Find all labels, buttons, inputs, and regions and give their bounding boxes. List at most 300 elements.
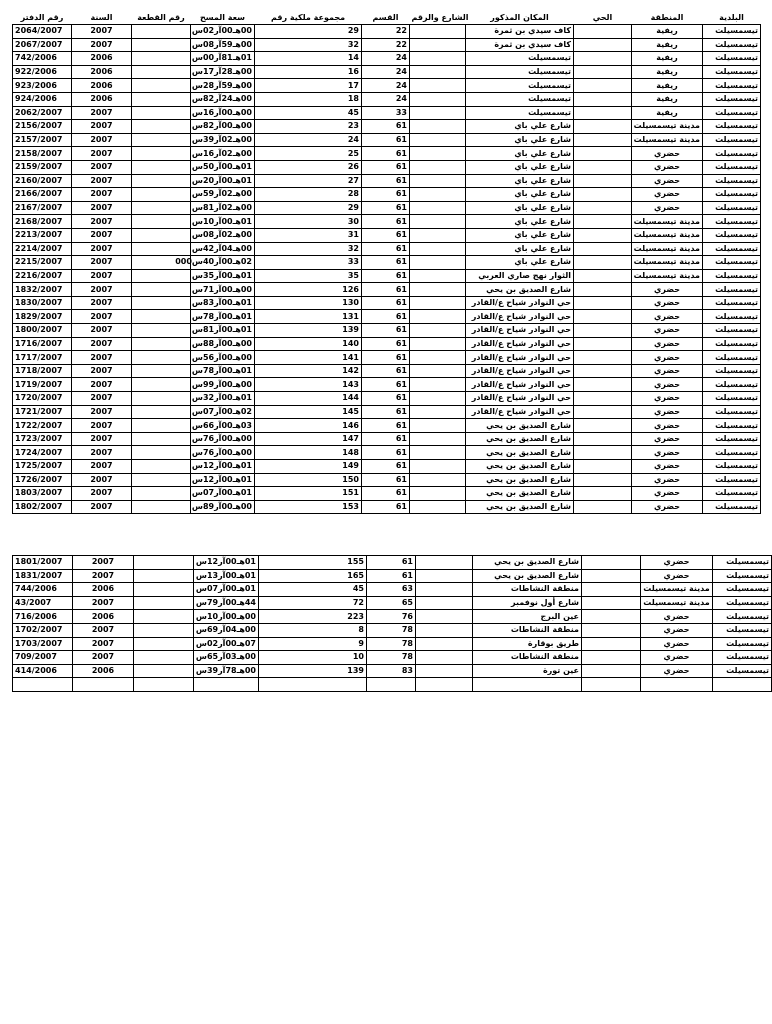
zone-cell: مدينة تيسمسيلت — [632, 215, 703, 229]
zone-cell: حضري — [632, 460, 703, 474]
zone-cell: حضري — [632, 324, 703, 338]
notebook-number-cell: 1829/2007 — [13, 310, 72, 324]
neighborhood-cell — [574, 228, 632, 242]
table-row — [13, 106, 761, 120]
section-cell: 65 — [367, 596, 416, 610]
property-register-table-continued — [12, 555, 772, 692]
plot-number-cell — [134, 623, 194, 637]
place-cell: شارع علي باي — [466, 174, 574, 188]
section-cell: 61 — [362, 296, 410, 310]
year-cell: 2007 — [73, 651, 134, 665]
table-row — [13, 392, 761, 406]
survey-area-cell — [194, 678, 259, 692]
municipality-cell: تيسمسيلت — [713, 583, 772, 597]
survey-area-cell: 00هـ03آر65س — [194, 651, 259, 665]
place-cell: شارع الصديق بن يحي — [466, 432, 574, 446]
header-section: القسم — [372, 13, 399, 22]
zone-cell: مدينة تيسمسيلت — [632, 269, 703, 283]
plot-number-cell — [134, 610, 194, 624]
street-number-cell — [410, 65, 466, 79]
place-cell: تيسمسيلت — [466, 79, 574, 93]
neighborhood-cell — [574, 79, 632, 93]
plot-number-cell — [132, 337, 191, 351]
year-cell: 2007 — [73, 637, 134, 651]
section-cell: 61 — [362, 201, 410, 215]
section-cell: 61 — [362, 283, 410, 297]
section-cell: 61 — [362, 228, 410, 242]
table-row — [13, 188, 761, 202]
place-cell: تيسمسيلت — [466, 65, 574, 79]
survey-area-cell: 00هـ00آر89س — [191, 500, 255, 514]
municipality-cell: تيسمسيلت — [713, 569, 772, 583]
notebook-number-cell: 2158/2007 — [13, 147, 72, 161]
table-row — [13, 133, 761, 147]
street-number-cell — [416, 678, 473, 692]
zone-cell: حضري — [632, 487, 703, 501]
notebook-number-cell: 1802/2007 — [13, 500, 72, 514]
year-cell: 2007 — [72, 351, 132, 365]
neighborhood-cell — [574, 120, 632, 134]
neighborhood-cell — [574, 65, 632, 79]
municipality-cell: تيسمسيلت — [703, 269, 761, 283]
table-row — [13, 651, 772, 665]
municipality-cell: تيسمسيلت — [703, 324, 761, 338]
notebook-number-cell: 2157/2007 — [13, 133, 72, 147]
ownership-group-cell: 35 — [255, 269, 362, 283]
year-cell: 2007 — [72, 228, 132, 242]
zone-cell: حضري — [641, 610, 713, 624]
ownership-group-cell: 31 — [255, 228, 362, 242]
year-cell: 2007 — [72, 283, 132, 297]
zone-cell: حضري — [632, 378, 703, 392]
zone-cell: مدينة تيسمسيلت — [641, 596, 713, 610]
place-cell: الثوار نهج صاري العربي — [466, 269, 574, 283]
neighborhood-cell — [574, 242, 632, 256]
street-number-cell — [410, 215, 466, 229]
ownership-group-cell: 29 — [255, 201, 362, 215]
municipality-cell: تيسمسيلت — [703, 228, 761, 242]
street-number-cell — [410, 147, 466, 161]
neighborhood-cell — [574, 364, 632, 378]
section-cell: 61 — [362, 269, 410, 283]
ownership-group-cell: 131 — [255, 310, 362, 324]
ownership-group-cell: 32 — [255, 242, 362, 256]
ownership-group-cell: 147 — [255, 432, 362, 446]
plot-number-cell — [132, 52, 191, 66]
table-row — [13, 446, 761, 460]
municipality-cell: تيسمسيلت — [703, 473, 761, 487]
ownership-group-cell: 26 — [255, 160, 362, 174]
place-cell — [473, 678, 582, 692]
section-cell: 22 — [362, 25, 410, 39]
property-register-table — [12, 12, 761, 514]
place-cell: طريق بوقارة — [473, 637, 582, 651]
table-row — [13, 337, 761, 351]
neighborhood-cell — [574, 38, 632, 52]
notebook-number-cell: 2166/2007 — [13, 188, 72, 202]
street-number-cell — [416, 569, 473, 583]
table-row — [13, 556, 772, 570]
survey-area-cell: 00هـ00آر99س — [191, 378, 255, 392]
ownership-group-cell: 148 — [255, 446, 362, 460]
street-number-cell — [410, 283, 466, 297]
ownership-group-cell: 8 — [259, 623, 367, 637]
section-cell: 76 — [367, 610, 416, 624]
plot-number-cell — [132, 392, 191, 406]
header-plot-number: رقم القطعة — [137, 13, 185, 22]
survey-area-cell: 00هـ00آر88س — [191, 337, 255, 351]
municipality-cell: تيسمسيلت — [703, 283, 761, 297]
survey-area-cell: 00هـ24آر82س — [191, 92, 255, 106]
neighborhood-cell — [574, 160, 632, 174]
plot-number-cell — [132, 446, 191, 460]
plot-number-cell — [132, 269, 191, 283]
place-cell: شارع علي باي — [466, 201, 574, 215]
plot-number-cell — [134, 556, 194, 570]
plot-number-cell — [132, 228, 191, 242]
section-cell: 61 — [362, 487, 410, 501]
survey-area-cell: 00هـ28آر17س — [191, 65, 255, 79]
plot-number-cell — [132, 120, 191, 134]
year-cell: 2006 — [73, 583, 134, 597]
header-municipality: البلدية — [719, 13, 744, 22]
place-cell: حي النوادر شياح ع/القادر — [466, 378, 574, 392]
year-cell: 2007 — [72, 432, 132, 446]
table-row — [13, 378, 761, 392]
municipality-cell: تيسمسيلت — [703, 310, 761, 324]
zone-cell: حضري — [632, 283, 703, 297]
zone-cell: حضري — [632, 174, 703, 188]
section-cell: 61 — [362, 133, 410, 147]
street-number-cell — [416, 556, 473, 570]
place-cell: شارع علي باي — [466, 160, 574, 174]
zone-cell: حضري — [641, 569, 713, 583]
table-row — [13, 432, 761, 446]
table-row — [13, 147, 761, 161]
year-cell: 2007 — [72, 460, 132, 474]
table-row — [13, 473, 761, 487]
table-row — [13, 25, 761, 39]
section-cell: 61 — [362, 174, 410, 188]
section-cell: 78 — [367, 623, 416, 637]
ownership-group-cell: 143 — [255, 378, 362, 392]
zone-cell: حضري — [632, 446, 703, 460]
survey-area-cell: 00هـ78آر39س — [194, 664, 259, 678]
zone-cell: حضري — [632, 310, 703, 324]
zone-cell: ريفية — [632, 65, 703, 79]
notebook-number-cell: 1718/2007 — [13, 364, 72, 378]
ownership-group-cell — [259, 678, 367, 692]
survey-area-cell: 00هـ02آر81س — [191, 201, 255, 215]
table-row — [13, 242, 761, 256]
year-cell: 2007 — [72, 364, 132, 378]
section-cell: 83 — [367, 664, 416, 678]
street-number-cell — [410, 133, 466, 147]
zone-cell: مدينة تيسمسيلت — [632, 133, 703, 147]
municipality-cell: تيسمسيلت — [703, 446, 761, 460]
table-row — [13, 228, 761, 242]
notebook-number-cell: 2168/2007 — [13, 215, 72, 229]
neighborhood-cell — [574, 174, 632, 188]
year-cell: 2007 — [72, 446, 132, 460]
year-cell: 2007 — [72, 215, 132, 229]
street-number-cell — [416, 623, 473, 637]
zone-cell: حضري — [632, 405, 703, 419]
plot-number-cell — [132, 473, 191, 487]
header-row — [13, 12, 761, 25]
neighborhood-cell — [574, 283, 632, 297]
ownership-group-cell: 141 — [255, 351, 362, 365]
notebook-number-cell: 43/2007 — [13, 596, 73, 610]
zone-cell: ريفية — [632, 38, 703, 52]
survey-area-cell: 01هـ00آر12س — [191, 460, 255, 474]
notebook-number-cell: 2067/2007 — [13, 38, 72, 52]
plot-number-cell — [132, 160, 191, 174]
place-cell: شارع الصديق بن يحي — [466, 500, 574, 514]
neighborhood-cell — [574, 147, 632, 161]
street-number-cell — [410, 38, 466, 52]
street-number-cell — [410, 487, 466, 501]
plot-number-cell — [132, 201, 191, 215]
table-row — [13, 256, 761, 270]
street-number-cell — [410, 351, 466, 365]
ownership-group-cell: 14 — [255, 52, 362, 66]
street-number-cell — [410, 500, 466, 514]
header-year: السنة — [90, 13, 113, 22]
table-row — [13, 583, 772, 597]
place-cell: منطقة النشاطات — [473, 583, 582, 597]
survey-area-cell: 01هـ00آر07س — [194, 583, 259, 597]
table-row — [13, 500, 761, 514]
place-cell: شارع علي باي — [466, 133, 574, 147]
neighborhood-cell — [574, 378, 632, 392]
zone-cell: حضري — [632, 473, 703, 487]
municipality-cell: تيسمسيلت — [703, 296, 761, 310]
ownership-group-cell: 29 — [255, 25, 362, 39]
ownership-group-cell: 140 — [255, 337, 362, 351]
neighborhood-cell — [574, 473, 632, 487]
notebook-number-cell: 2214/2007 — [13, 242, 72, 256]
neighborhood-cell — [574, 392, 632, 406]
ownership-group-cell: 72 — [259, 596, 367, 610]
notebook-number-cell: 744/2006 — [13, 583, 73, 597]
ownership-group-cell: 28 — [255, 188, 362, 202]
zone-cell: حضري — [632, 201, 703, 215]
neighborhood-cell — [574, 215, 632, 229]
zone-cell: مدينة تيسمسيلت — [632, 256, 703, 270]
street-number-cell — [410, 473, 466, 487]
section-cell: 61 — [367, 556, 416, 570]
municipality-cell: تيسمسيلت — [703, 120, 761, 134]
municipality-cell: تيسمسيلت — [703, 79, 761, 93]
year-cell: 2007 — [72, 160, 132, 174]
neighborhood-cell — [574, 269, 632, 283]
place-cell: حي النوادر شياح ع/القادر — [466, 337, 574, 351]
plot-number-cell — [132, 432, 191, 446]
year-cell: 2007 — [72, 147, 132, 161]
neighborhood-cell — [582, 583, 641, 597]
ownership-group-cell: 17 — [255, 79, 362, 93]
plot-number-cell — [134, 651, 194, 665]
street-number-cell — [410, 419, 466, 433]
plot-number-cell — [132, 351, 191, 365]
year-cell: 2007 — [72, 378, 132, 392]
place-cell: شارع أول نوفمبر — [473, 596, 582, 610]
year-cell: 2007 — [72, 405, 132, 419]
plot-number-cell — [132, 310, 191, 324]
notebook-number-cell: 1722/2007 — [13, 419, 72, 433]
plot-number-cell — [132, 174, 191, 188]
neighborhood-cell — [574, 351, 632, 365]
place-cell: شارع الصديق بن يحي — [466, 446, 574, 460]
plot-number-cell — [134, 596, 194, 610]
plot-number-cell — [132, 364, 191, 378]
municipality-cell: تيسمسيلت — [703, 487, 761, 501]
plot-number-cell — [132, 419, 191, 433]
zone-cell: حضري — [641, 623, 713, 637]
ownership-group-cell: 33 — [255, 256, 362, 270]
street-number-cell — [410, 79, 466, 93]
notebook-number-cell: 2215/2007 — [13, 256, 72, 270]
table-row — [13, 215, 761, 229]
year-cell: 2007 — [72, 188, 132, 202]
neighborhood-cell — [574, 25, 632, 39]
street-number-cell — [416, 664, 473, 678]
year-cell: 2007 — [72, 296, 132, 310]
neighborhood-cell — [582, 610, 641, 624]
year-cell: 2007 — [73, 556, 134, 570]
survey-area-cell: 00هـ02آر59س — [191, 188, 255, 202]
section-cell: 61 — [362, 364, 410, 378]
survey-area-cell: 44هـ00آر79س — [194, 596, 259, 610]
table-row — [13, 419, 761, 433]
place-cell: حي النوادر شياح ع/القادر — [466, 392, 574, 406]
section-cell: 24 — [362, 79, 410, 93]
zone-cell: ريفية — [632, 92, 703, 106]
year-cell: 2007 — [72, 133, 132, 147]
year-cell: 2007 — [72, 487, 132, 501]
section-cell: 24 — [362, 92, 410, 106]
survey-area-cell: 00هـ00آر56س — [191, 351, 255, 365]
notebook-number-cell: 924/2006 — [13, 92, 72, 106]
place-cell: كاف سيدي بن ثمرة — [466, 25, 574, 39]
table-row — [13, 623, 772, 637]
section-cell: 63 — [367, 583, 416, 597]
street-number-cell — [410, 392, 466, 406]
plot-number-cell — [132, 378, 191, 392]
municipality-cell: تيسمسيلت — [703, 460, 761, 474]
municipality-cell: تيسمسيلت — [703, 378, 761, 392]
survey-area-cell: 00هـ00آر76س — [191, 432, 255, 446]
year-cell: 2007 — [73, 623, 134, 637]
neighborhood-cell — [582, 596, 641, 610]
notebook-number-cell — [13, 678, 73, 692]
neighborhood-cell — [574, 188, 632, 202]
section-cell: 61 — [362, 242, 410, 256]
table-row — [13, 201, 761, 215]
place-cell: شارع علي باي — [466, 256, 574, 270]
year-cell — [73, 678, 134, 692]
street-number-cell — [410, 25, 466, 39]
zone-cell: مدينة تيسمسيلت — [632, 120, 703, 134]
notebook-number-cell: 1801/2007 — [13, 556, 73, 570]
year-cell: 2007 — [73, 596, 134, 610]
place-cell: عين تورة — [473, 664, 582, 678]
survey-area-cell: 00هـ02آر08س — [191, 228, 255, 242]
neighborhood-cell — [574, 500, 632, 514]
zone-cell: ريفية — [632, 79, 703, 93]
plot-number-cell — [132, 500, 191, 514]
notebook-number-cell: 1719/2007 — [13, 378, 72, 392]
ownership-group-cell: 165 — [259, 569, 367, 583]
plot-number-cell — [132, 460, 191, 474]
zone-cell: حضري — [632, 296, 703, 310]
neighborhood-cell — [582, 637, 641, 651]
neighborhood-cell — [574, 337, 632, 351]
municipality-cell: تيسمسيلت — [713, 664, 772, 678]
street-number-cell — [410, 188, 466, 202]
place-cell: حي النوادر شياح ع/القادر — [466, 310, 574, 324]
municipality-cell: تيسمسيلت — [703, 242, 761, 256]
ownership-group-cell: 32 — [255, 38, 362, 52]
table-row — [13, 324, 761, 338]
municipality-cell: تيسمسيلت — [703, 351, 761, 365]
notebook-number-cell: 716/2006 — [13, 610, 73, 624]
municipality-cell: تيسمسيلت — [703, 174, 761, 188]
table-row — [13, 637, 772, 651]
zone-cell: حضري — [632, 160, 703, 174]
ownership-group-cell: 145 — [255, 405, 362, 419]
table-row — [13, 296, 761, 310]
plot-number-cell — [132, 188, 191, 202]
street-number-cell — [410, 364, 466, 378]
neighborhood-cell — [582, 651, 641, 665]
section-cell: 61 — [362, 351, 410, 365]
plot-number-cell — [132, 133, 191, 147]
municipality-cell: تيسمسيلت — [703, 405, 761, 419]
zone-cell: حضري — [632, 188, 703, 202]
table-row — [13, 310, 761, 324]
survey-area-cell: 00هـ00آر76س — [191, 446, 255, 460]
survey-area-cell: 01هـ00آر10س — [191, 215, 255, 229]
street-number-cell — [410, 92, 466, 106]
notebook-number-cell: 1721/2007 — [13, 405, 72, 419]
section-cell: 22 — [362, 38, 410, 52]
ownership-group-cell: 45 — [259, 583, 367, 597]
place-cell: شارع الصديق بن يحي — [466, 487, 574, 501]
table-row — [13, 610, 772, 624]
municipality-cell: تيسمسيلت — [703, 133, 761, 147]
plot-number-cell — [132, 296, 191, 310]
place-cell: شارع علي باي — [466, 188, 574, 202]
survey-area-cell: 00هـ04آر69س — [194, 623, 259, 637]
street-number-cell — [416, 610, 473, 624]
year-cell: 2007 — [72, 201, 132, 215]
notebook-number-cell: 923/2006 — [13, 79, 72, 93]
survey-area-cell: 02هـ00آر07س — [191, 405, 255, 419]
ownership-group-cell: 155 — [259, 556, 367, 570]
section-cell: 61 — [362, 337, 410, 351]
municipality-cell: تيسمسيلت — [703, 419, 761, 433]
section-cell: 61 — [362, 405, 410, 419]
place-cell: حي النوادر شياح ع/القادر — [466, 351, 574, 365]
section-cell: 24 — [362, 52, 410, 66]
year-cell: 2006 — [73, 610, 134, 624]
year-cell: 2007 — [73, 569, 134, 583]
neighborhood-cell — [574, 52, 632, 66]
survey-area-cell: 00هـ02آر39س — [191, 133, 255, 147]
section-cell: 61 — [362, 446, 410, 460]
